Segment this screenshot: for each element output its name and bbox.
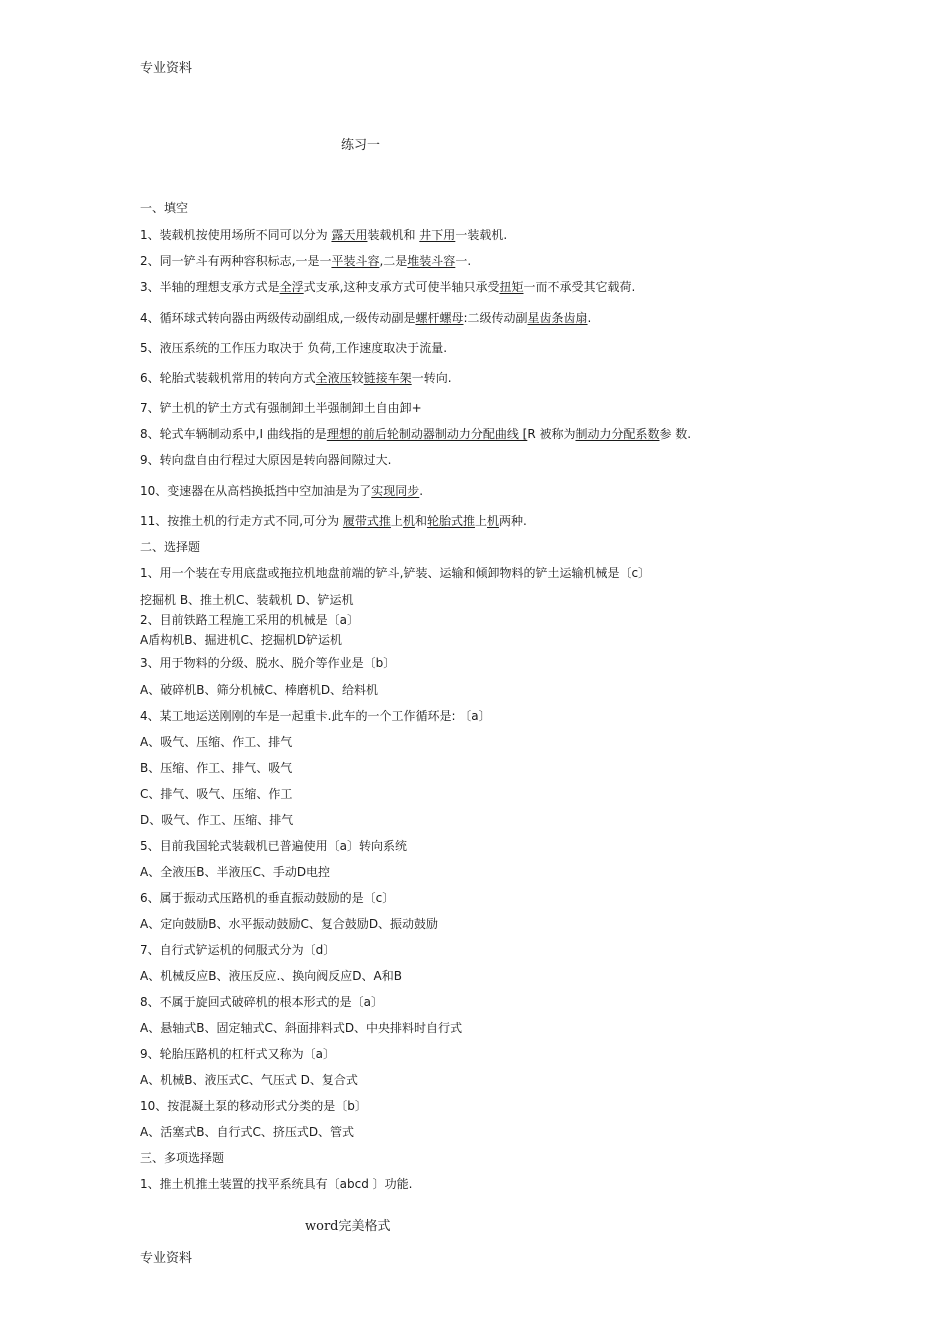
section-heading-choice: 二、选择题: [140, 540, 201, 554]
section-heading-multi: 三、多项选择题: [140, 1151, 225, 1165]
choice-option-4a: A、吸气、压缩、作工、排气: [140, 735, 293, 749]
page-footer: word完美格式: [305, 1219, 391, 1234]
choice-option-4d: D、吸气、作工、压缩、排气: [140, 813, 294, 827]
choice-question-8: 8、不属于旋回式破碎机的根本形式的是〔a〕: [140, 995, 383, 1009]
choice-options-1: 挖掘机 B、推土机C、装载机 D、铲运机: [140, 593, 354, 607]
fill-question-1: 1、装载机按使用场所不同可以分为 露天用装载机和 井下用一装载机.: [140, 228, 508, 242]
choice-options-2: A盾构机B、掘进机C、挖掘机D铲运机: [140, 633, 343, 647]
choice-question-10: 10、按混凝土泵的移动形式分类的是〔b〕: [140, 1099, 367, 1113]
fill-question-7: 7、铲土机的铲土方式有强制卸土半强制卸土自由卸+: [140, 401, 422, 415]
section-heading-fill: 一、填空: [140, 201, 189, 215]
choice-question-6: 6、属于振动式压路机的垂直振动鼓励的是〔c〕: [140, 891, 395, 905]
choice-option-4b: B、压缩、作工、排气、吸气: [140, 761, 293, 775]
choice-options-5: A、全液压B、半液压C、手动D电控: [140, 865, 331, 879]
choice-question-4: 4、某工地运送刚刚的车是一起重卡.此车的一个工作循环是: 〔a〕: [140, 709, 491, 723]
fill-question-11: 11、按推土机的行走方式不同,可分为 履带式推上机和轮胎式推上机两种.: [140, 514, 527, 528]
choice-options-7: A、机械反应B、液压反应.、换向阀反应D、A和B: [140, 969, 402, 983]
choice-question-7: 7、自行式铲运机的伺服式分为〔d〕: [140, 943, 336, 957]
choice-question-2: 2、目前铁路工程施工采用的机械是〔a〕: [140, 613, 359, 627]
fill-question-9: 9、转向盘自由行程过大原因是转向器间隙过大.: [140, 453, 392, 467]
fill-question-4: 4、循环球式转向器由两级传动副组成,一级传动副是螺杆螺母:二级传动副星齿条齿扇.: [140, 311, 592, 325]
fill-question-6: 6、轮胎式装载机常用的转向方式全液压较链接车架一转向.: [140, 371, 452, 385]
choice-option-4c: C、排气、吸气、压缩、作工: [140, 787, 293, 801]
fill-question-8: 8、轮式车辆制动系中,I 曲线指的是理想的前后轮制动器制动力分配曲线 [R 被称为制动力分配系数参 数.: [140, 427, 692, 441]
choice-options-10: A、活塞式B、自行式C、挤压式D、管式: [140, 1125, 355, 1139]
fill-question-10: 10、变速器在从高档换抵挡中空加油是为了实现同步.: [140, 484, 424, 498]
page-header: 专业资料: [140, 61, 193, 76]
choice-options-6: A、定向鼓励B、水平振动鼓励C、复合鼓励D、振动鼓励: [140, 917, 439, 931]
choice-options-9: A、机械B、液压式C、气压式 D、复合式: [140, 1073, 358, 1087]
choice-options-3: A、破碎机B、筛分机械C、棒磨机D、给料机: [140, 683, 379, 697]
choice-question-1: 1、用一个装在专用底盘或拖拉机地盘前端的铲斗,铲装、运输和倾卸物料的铲土运输机械是〔c〕: [140, 566, 651, 580]
choice-question-9: 9、轮胎压路机的杠杆式又称为〔a〕: [140, 1047, 335, 1061]
page-title: 练习一: [341, 138, 381, 153]
fill-question-3: 3、半轴的理想支承方式是全浮式支承,这种支承方式可使半轴只承受扭矩一而不承受其它载荷.: [140, 280, 636, 294]
multi-question-1: 1、推土机推土装置的找平系统具有〔abcd 〕功能.: [140, 1177, 413, 1191]
next-page-header: 专业资料: [140, 1251, 193, 1266]
fill-question-5: 5、液压系统的工作压力取决于 负荷,工作速度取决于流量.: [140, 341, 448, 355]
choice-question-3: 3、用于物料的分级、脱水、脱介等作业是〔b〕: [140, 656, 396, 670]
choice-question-5: 5、目前我国轮式装载机已普遍使用〔a〕转向系统: [140, 839, 407, 853]
choice-options-8: A、悬轴式B、固定轴式C、斜面排料式D、中央排料时自行式: [140, 1021, 463, 1035]
fill-question-2: 2、同一铲斗有两种容积标志,一是一平装斗容,二是堆装斗容一.: [140, 254, 472, 268]
